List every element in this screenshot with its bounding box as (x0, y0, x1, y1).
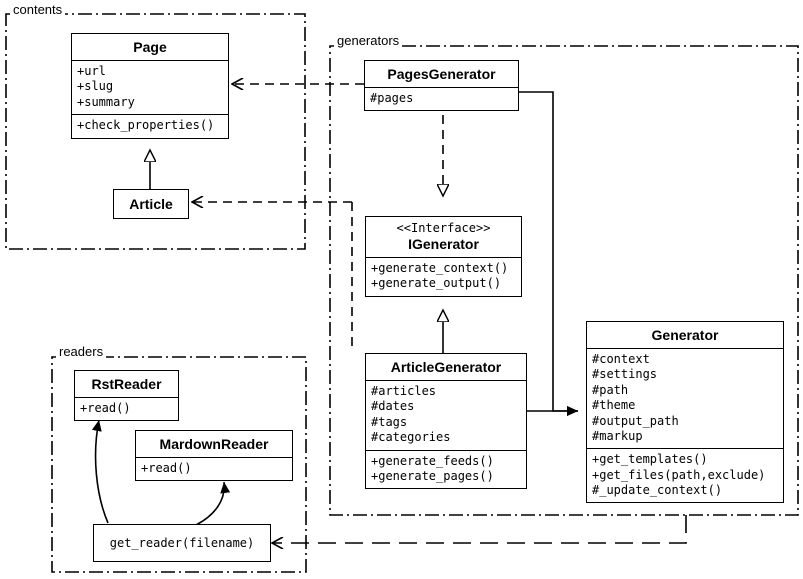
class-igenerator[interactable] (365, 216, 522, 297)
class-article-title: Article (129, 196, 173, 212)
attribute: +summary (77, 94, 135, 109)
class-page-operations (72, 114, 228, 137)
class-mardown-reader[interactable] (135, 430, 293, 481)
operation: #_update_context() (592, 482, 723, 497)
operation: +read() (141, 461, 192, 476)
class-article-generator-operations (366, 450, 526, 489)
package-label-contents: contents (10, 2, 65, 17)
class-page-title: Page (133, 39, 167, 55)
class-igenerator-name: IGenerator (408, 235, 479, 252)
attribute: #context (592, 352, 650, 367)
class-igenerator-stereotype: <<Interface>> (396, 221, 491, 235)
attribute: #theme (592, 398, 636, 413)
class-rst-reader-title: RstReader (91, 376, 162, 392)
attribute: +slug (77, 79, 114, 94)
operation: +get_files(path,exclude) (592, 467, 766, 482)
class-pages-generator-attributes (365, 87, 518, 110)
class-mardown-reader-operations (136, 457, 292, 480)
attribute: #output_path (592, 413, 679, 428)
class-article-generator-title: ArticleGenerator (390, 359, 502, 375)
operation: +generate_feeds() (371, 453, 494, 468)
class-page[interactable] (71, 33, 229, 139)
operation: +check_properties() (77, 118, 215, 133)
attribute: #dates (371, 399, 415, 414)
class-article-generator[interactable] (365, 353, 527, 489)
attribute: #articles (371, 384, 437, 399)
class-igenerator-title (366, 217, 521, 257)
class-pages-generator-title: PagesGenerator (387, 66, 496, 82)
attribute: #tags (371, 414, 408, 429)
class-generator[interactable] (586, 321, 784, 503)
operation: +get_templates() (592, 452, 708, 467)
class-pages-generator[interactable] (364, 60, 519, 111)
attribute: #path (592, 382, 629, 397)
package-label-readers: readers (56, 344, 106, 359)
class-igenerator-operations (366, 257, 521, 296)
class-rst-reader-operations (75, 397, 178, 420)
class-article[interactable] (113, 189, 189, 219)
function-get-reader-label: get_reader(filename) (109, 536, 255, 550)
class-generator-title: Generator (651, 327, 719, 343)
function-get-reader[interactable] (93, 524, 271, 562)
attribute: #markup (592, 428, 643, 443)
class-page-attributes (72, 60, 228, 114)
attribute: #settings (592, 367, 658, 382)
class-mardown-reader-title: MardownReader (159, 436, 269, 452)
package-label-generators: generators (334, 33, 402, 48)
attribute: #pages (370, 91, 414, 106)
attribute: +url (77, 64, 106, 79)
class-article-generator-attributes (366, 380, 526, 449)
class-generator-operations (587, 448, 783, 502)
operation: +generate_output() (371, 276, 502, 291)
class-generator-attributes (587, 348, 783, 448)
class-rst-reader[interactable] (74, 370, 179, 421)
attribute: #categories (371, 430, 451, 445)
operation: +read() (80, 401, 131, 416)
operation: +generate_context() (371, 260, 509, 275)
operation: +generate_pages() (371, 468, 494, 483)
